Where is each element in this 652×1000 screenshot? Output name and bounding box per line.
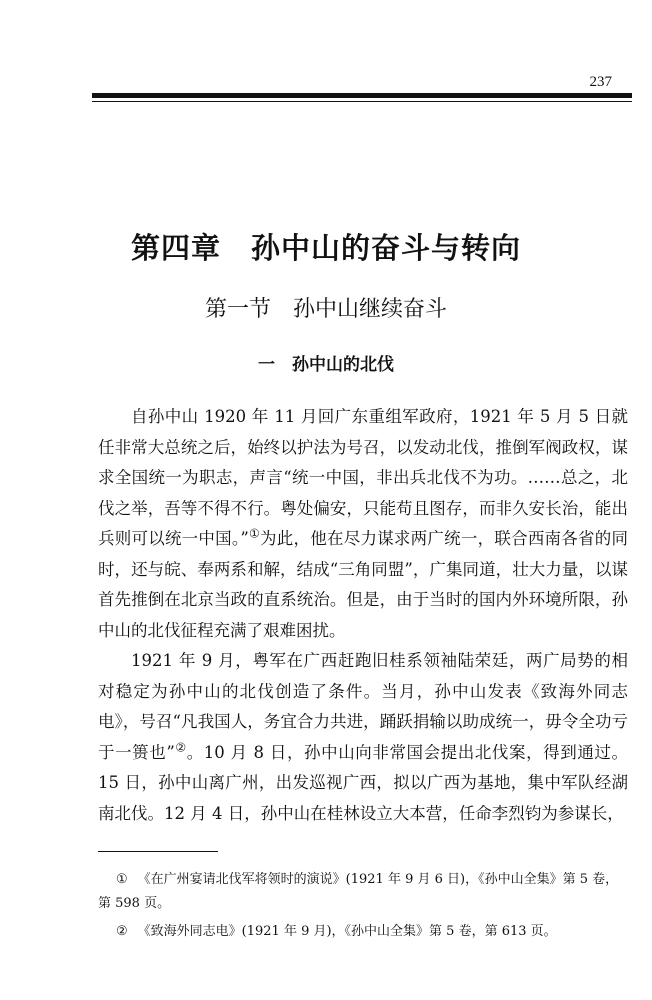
header-rule-thin (92, 101, 632, 102)
footnote-ref-2: ② (174, 740, 187, 754)
paragraph-2-text-a: 1921 年 9 月，粤军在广西赶跑旧桂系领袖陆荣廷，两广局势的相对稳定为孙中山的北伐创造了条件。当月，孙中山发表《致海外同志电》，号召“凡我国人，务宜合力共进，踊跃捐输以助成统一，毋令全功亏于一篑也” (98, 651, 628, 762)
footnote-rule (98, 851, 218, 852)
footnote-2-marker: ② (116, 924, 128, 939)
footnote-1-marker: ① (116, 872, 128, 887)
footnotes (98, 868, 628, 948)
page-number: 237 (589, 74, 612, 90)
paragraph-1 (98, 402, 628, 646)
subsection-title: 一 孙中山的北伐 (258, 355, 394, 375)
chapter-title: 第四章 孙中山的奋斗与转向 (130, 231, 521, 265)
footnote-ref-1: ① (248, 526, 261, 541)
paragraph-1-text-b: 为此，他在尽力谋求两广统一，联合西南各省的同时，还与皖、奉两系和解，结成“三角同盟”，广集同道，壮大力量，以谋首先推倒在北京当政的直系统治。但是，由于当时的国内外环境所限，孙中山的北伐征程充满了艰难困扰。 (98, 529, 628, 640)
header-rule-thick (92, 93, 632, 98)
footnote-2 (98, 920, 628, 944)
body-text (98, 402, 628, 829)
section-title: 第一节 孙中山继续奋斗 (204, 297, 447, 322)
footnote-2-text: 《致海外同志电》(1921 年 9 月)，《孙中山全集》第 5 卷，第 613 页。 (137, 924, 557, 939)
paragraph-1-text-a: 自孙中山 1920 年 11 月回广东重组军政府，1921 年 5 月 5 日就任非常大总统之后，始终以护法为号召，以发动北伐，推倒军阀政权，谋求全国统一为职志，声言“统一中国，非出兵北伐不为功。……总之，北伐之举，吾等不得不行。粤处偏安，只能苟且图存，而非久安长治，能出兵则可以统一中国。” (98, 407, 628, 548)
paragraph-2 (98, 646, 628, 829)
paragraph-2-text-b: 。10 月 8 日，孙中山向非常国会提出北伐案，得到通过。15 日，孙中山离广州，出发巡视广西，拟以广西为基地，集中军队经湖南北伐。12 月 4 日，孙中山在桂林设立大本营，任命李烈钧为参谋长， (98, 742, 629, 823)
footnote-1-text: 《在广州宴请北伐军将领时的演说》(1921 年 9 月 6 日)，《孙中山全集》第 5 卷，第 598 页。 (98, 872, 619, 911)
footnote-1 (98, 868, 628, 916)
